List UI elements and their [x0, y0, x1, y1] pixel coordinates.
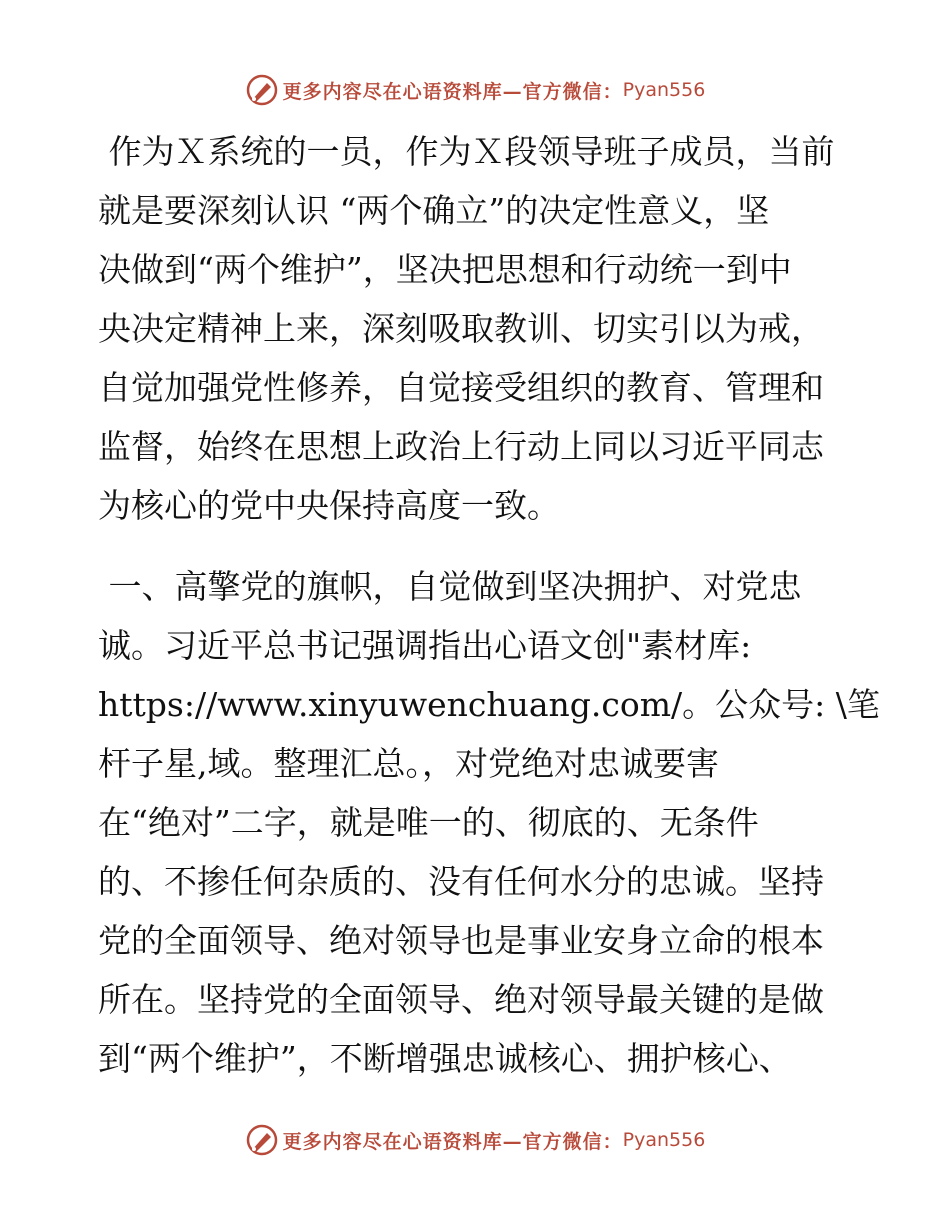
text-line: 杆子星,域。整理汇总。，对党绝对忠诚要害: [98, 744, 719, 783]
pen-logo-icon: [245, 73, 279, 107]
header-watermark: [0, 70, 950, 110]
pen-logo-icon: [245, 1123, 279, 1157]
text-line: 诚。习近平总书记强调指出心语文创"素材库:: [98, 626, 752, 665]
text-line: 在“绝对”二字，就是唯一的、彻底的、无条件: [98, 803, 759, 842]
footer-watermark: [0, 1120, 950, 1160]
text-line: 就是要深刻认识 “两个确立”的决定性意义，坚: [98, 191, 770, 230]
text-line: 作为Ｘ系统的一员，作为Ｘ段领导班子成员，当前: [98, 132, 835, 171]
text-line: 决做到“两个维护”，坚决把思想和行动统一到中: [98, 250, 792, 289]
text-line: 央决定精神上来，深刻吸取教训、切实引以为戒，: [98, 309, 824, 348]
text-line: 党的全面领导、绝对领导也是事业安身立命的根本: [98, 921, 824, 960]
text-line: 的、不掺任何杂质的、没有任何水分的忠诚。坚持: [98, 862, 824, 901]
text-line: 监督，始终在思想上政治上行动上同以习近平同志: [98, 427, 824, 466]
paragraph-1: [98, 122, 858, 535]
banner-handle: Pyan556: [622, 79, 706, 101]
text-line: 一、高擎党的旗帜，自觉做到坚决拥护、对党忠: [98, 567, 802, 606]
text-line: 到“两个维护”，不断增强忠诚核心、拥护核心、: [98, 1039, 792, 1078]
text-line: 所在。坚持党的全面领导、绝对领导最关键的是做: [98, 980, 824, 1019]
text-line: 自觉加强党性修养，自觉接受组织的教育、管理和: [98, 368, 824, 407]
banner-handle: Pyan556: [622, 1129, 706, 1151]
paragraph-gap: [98, 535, 858, 557]
banner-text: 更多内容尽在心语资料库—官方微信：: [282, 80, 623, 103]
paragraph-2: [98, 557, 880, 1088]
text-line: https://www.xinyuwenchuang.com/。公众号: \笔: [98, 685, 880, 724]
banner-text: 更多内容尽在心语资料库—官方微信：: [282, 1130, 623, 1153]
document-body: [98, 122, 880, 1088]
text-line: 为核心的党中央保持高度一致。: [98, 486, 560, 525]
